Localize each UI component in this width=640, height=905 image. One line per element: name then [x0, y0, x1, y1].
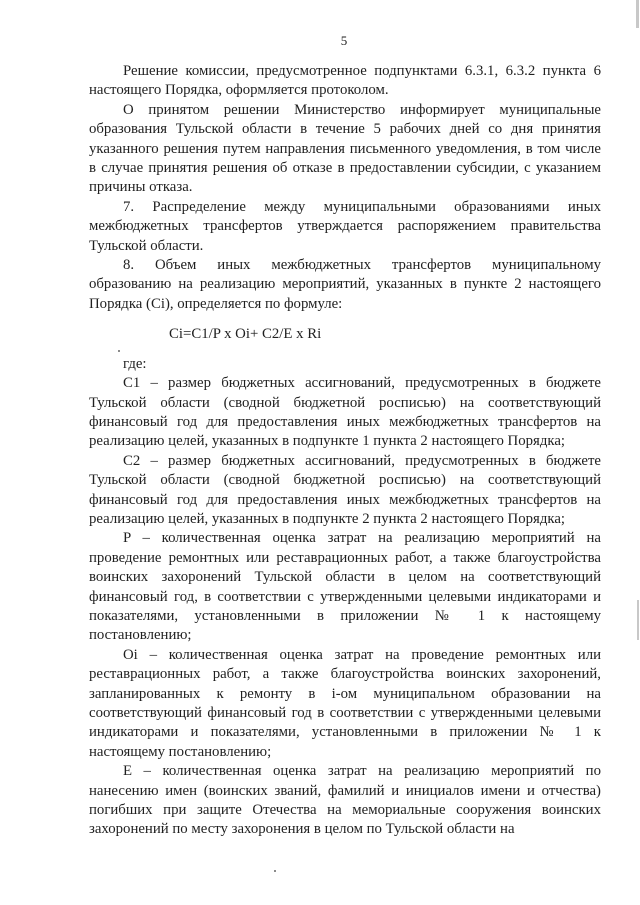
definition-e: E – количественная оценка затрат на реализацию мероприятий по нанесению имен (воинских званий, фамилий и инициалов имени и отчества) погибших при защите Отечества на мемориальные сооружения воинских захоронений по месту захоронения в целом по Тульской области на: [89, 763, 601, 838]
document-body: [89, 62, 601, 840]
definition-c2: C2 – размер бюджетных ассигнований, предусмотренных в бюджете Тульской области (сводной бюджетной росписью) на соответствующий финансовый год для предоставления иных межбюджетных трансфертов на реализацию целей, указанных в подпункте 2 пункта 2 настоящего Порядка;: [89, 452, 601, 527]
paragraph-ministry-notification: О принятом решении Министерство информирует муниципальные образования Тульской области в течение 5 рабочих дней со дня принятия указанного решения путем направления письменного уведомления, в том числе в случае принятия решения об отказе в предоставлении субсидии, с указанием причины отказа.: [89, 101, 601, 196]
where-label: где:: [123, 355, 147, 372]
formula: Ci=C1/P x Oi+ C2/E x Ri: [169, 326, 322, 343]
definition-c1: C1 – размер бюджетных ассигнований, предусмотренных в бюджете Тульской области (сводной бюджетной росписью) на соответствующий финансовый год для предоставления иных межбюджетных трансфертов на реализацию целей, указанных в подпункте 1 пункта 2 настоящего Порядка;: [89, 375, 601, 450]
scan-edge-mark-middle: [637, 600, 639, 640]
paragraph-item-7: 7. Распределение между муниципальными образованиями иных межбюджетных трансфертов утверждается распоряжением правительства Тульской области.: [89, 198, 601, 254]
scan-speck: [274, 870, 276, 872]
page-number: 5: [340, 33, 348, 48]
definition-p: P – количественная оценка затрат на реализацию мероприятий на проведение ремонтных или реставрационных работ, а также благоустройства воинских захоронений Тульской области в целом на соответствующий финансовый год, в соответствии с утвержденными целевыми индикаторами и показателями, установленными в приложении № 1 к настоящему постановлению;: [89, 530, 601, 644]
paragraph-commission-decision: Решение комиссии, предусмотренное подпунктами 6.3.1, 6.3.2 пункта 6 настоящего Порядка, оформляется протоколом.: [89, 63, 601, 99]
scan-edge-mark-top: [636, 0, 639, 28]
scan-speck: [118, 350, 120, 352]
definition-oi: Oi – количественная оценка затрат на проведение ремонтных или реставрационных работ, а также благоустройства воинских захоронений, запланированных к ремонту в i-ом муниципальном образовании на соответствующий финансовый год в соответствии с утвержденными целевыми индикаторами и показателями, установленными в приложении № 1 к настоящему постановлению;: [89, 646, 601, 760]
paragraph-item-8: 8. Объем иных межбюджетных трансфертов муниципальному образованию на реализацию мероприятий, указанных в пункте 2 настоящего Порядка (Ci), определяется по формуле:: [89, 257, 601, 312]
